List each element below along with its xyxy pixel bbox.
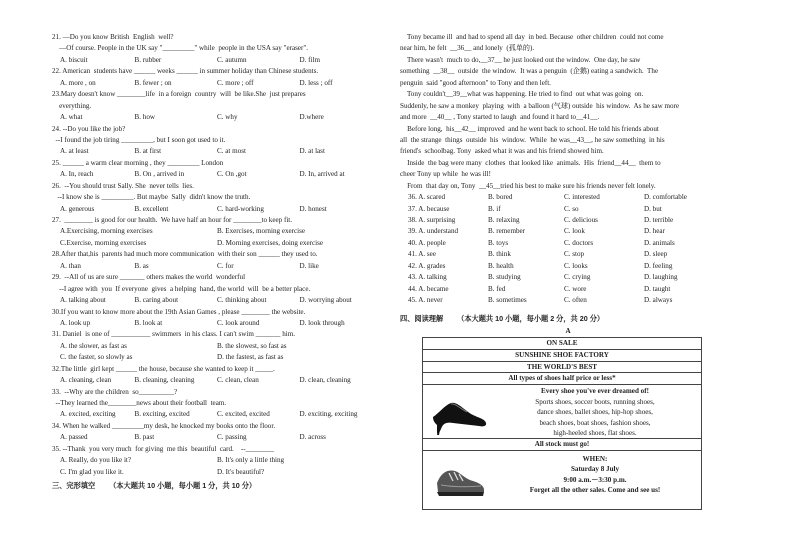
advert-stock: All stock must go! <box>423 439 701 451</box>
choice: C. so <box>564 204 579 213</box>
choice: 38. A. surprising <box>408 216 456 224</box>
choice: 37. A. because <box>408 204 450 213</box>
question-line: 32.The little girl kept ______ the house, because she wanted to keep it _____. <box>52 364 275 373</box>
passage-line: There wasn't much to do,__37__ he just looked out the window. One day, he saw <box>400 55 641 64</box>
option: C. I'm glad you like it. <box>60 467 124 476</box>
option: D. clean, cleaning <box>299 376 351 385</box>
question-line: 25. ______ a warm clear morning , they _________ London <box>52 158 224 167</box>
advert-when-text <box>493 454 697 495</box>
option: B. excellent <box>134 204 169 213</box>
option: A. the slower, as fast as <box>60 341 127 350</box>
choice: 45. A. never <box>408 296 443 305</box>
option: B. how <box>134 113 155 122</box>
advert-body <box>423 385 701 439</box>
option: C. look around <box>217 318 260 327</box>
question-line: 35. --Thank you very much for giving me this beautiful card. --________ <box>52 444 275 453</box>
option-row <box>52 432 382 443</box>
advert-when <box>423 451 701 509</box>
choice: C. crying <box>564 273 591 282</box>
choice: B. bored <box>488 193 513 202</box>
option: C. the faster, so slowly as <box>60 353 133 362</box>
option: D.where <box>299 113 324 122</box>
question-line: --They learned the________news about their football team. <box>52 399 227 407</box>
option: D. less ; off <box>299 78 333 87</box>
advert-heading: SUNSHINE SHOE FACTORY <box>423 350 701 362</box>
option: D. In, arrived at <box>299 170 345 179</box>
passage-letter: A <box>565 326 571 335</box>
option-row <box>52 146 382 157</box>
section-note: （本大题共 10 小题，每小题 1 分，共 10 分） <box>109 481 257 491</box>
question-line: --I found the job tiring _________, but I soon got used to it. <box>52 135 226 144</box>
choice: 41. A. see <box>408 250 436 259</box>
option: A. what <box>60 113 83 122</box>
choice: B. toys <box>488 238 509 247</box>
choice: C. wore <box>564 284 587 293</box>
question-line: 34. When he walked _________my desk, he knocked my books onto the floor. <box>52 421 276 430</box>
option: A. excited, exciting <box>60 410 116 419</box>
advert-when-line: 9:00 a.m.－3:30 p.m. <box>563 475 627 484</box>
choice: 40. A. people <box>408 238 446 247</box>
advert-when-line: WHEN: <box>582 454 608 463</box>
choice: 43. A. talking <box>408 273 447 282</box>
option: C. more ; off <box>217 78 254 87</box>
option: D. Morning exercises, doing exercise <box>217 238 323 247</box>
option: A. Really, do you like it? <box>60 456 132 465</box>
option: D. the fastest, as fast as <box>217 353 284 362</box>
question-line: 24. --Do you like the job? <box>52 124 126 133</box>
choice: D. terrible <box>644 216 674 224</box>
section-heading-reading <box>400 313 736 324</box>
option: C. clean, clean <box>217 376 259 385</box>
choice-row <box>400 249 736 260</box>
choice: B. health <box>488 261 514 270</box>
option: B. past <box>134 433 155 442</box>
option: A.Exercising, morning exercises <box>60 227 153 236</box>
sneaker-icon <box>433 459 487 499</box>
question-line: --I agree with you If everyone gives a helping hand, the world will be a better place. <box>52 284 311 293</box>
option: B. caring about <box>134 296 179 305</box>
option: A. look up <box>60 318 91 327</box>
right-column <box>400 32 736 510</box>
advert-line: beach shoes, boat shoes, fashion shoes, <box>539 418 651 427</box>
option: B. at first <box>134 147 162 156</box>
passage-line: Inside the bag were many clothes that looked like animals. His friend__44__ them to <box>400 158 661 167</box>
section-heading-cloze <box>52 480 382 491</box>
choice: B. fed <box>488 284 506 293</box>
option-row <box>52 467 382 478</box>
passage-line: penguin said "good afternoon" to Tony and then left. <box>400 78 551 87</box>
option: C. On ,got <box>217 170 247 179</box>
choice-row <box>400 284 736 295</box>
choice: C. look <box>564 227 585 236</box>
section-title: 四、阅读理解 <box>400 313 444 323</box>
passage-line: From that day on, Tony __45__tried his best to make sure his friends never felt lonely. <box>400 181 656 190</box>
option: D. across <box>299 433 326 442</box>
passage-line: Before long, his__42__ improved and he went back to school. He told his friends about <box>400 124 659 133</box>
question-line: everything. <box>52 101 92 110</box>
passage-line: all the strange things outside his window. While he was__43__, he saw something in his <box>400 135 665 144</box>
advert-heading: All types of shoes half price or less* <box>423 373 701 385</box>
option: C. passing <box>217 433 247 442</box>
option: A. talking about <box>60 296 106 305</box>
option: B. cleaning, cleaning <box>134 376 195 385</box>
option: C.Exercise, morning exercises <box>60 238 147 247</box>
passage-line: Suddenly, he saw a monkey playing with a balloon (气球) outside his window. As he saw more <box>400 101 680 110</box>
question-line: 33. --Why are the children so__________? <box>52 387 178 396</box>
option: A. generous <box>60 204 95 213</box>
option: A. at least <box>60 147 89 156</box>
advert-heading: THE WORLD'S BEST <box>423 362 701 374</box>
advert-line: Sports shoes, soccer boots, running shoes, <box>535 397 655 406</box>
option-row <box>52 318 382 329</box>
question-line: —Of course. People in the UK say "_________" while people in the USA say "eraser". <box>52 44 309 53</box>
option-row <box>52 375 382 386</box>
option: A. more , on <box>60 78 96 87</box>
question-line: 28.After that,his parents had much more communication with their son ______ they used to. <box>52 250 318 259</box>
option-row <box>52 226 382 237</box>
choice: D. taught <box>644 284 671 293</box>
question-line: 26. --You should trust Sally. She never tells lies. <box>52 181 194 190</box>
option-row <box>52 409 382 420</box>
option-row <box>52 455 382 466</box>
choice: D. feeling <box>644 261 673 270</box>
option: C. autumn <box>217 55 247 64</box>
option: C. at most <box>217 147 246 156</box>
choice-row <box>400 295 736 306</box>
option: B. rubber <box>134 55 162 64</box>
choice: 42. A. grades <box>408 261 446 270</box>
choice: B. remember <box>488 227 526 236</box>
passage-line: cheer Tony up while he was ill! <box>400 170 491 179</box>
option-row <box>52 238 382 249</box>
choice-row <box>400 204 736 215</box>
high-heel-shoe-icon <box>429 389 489 435</box>
choice: D. hear <box>644 227 665 236</box>
choice: D. sleep <box>644 250 668 259</box>
choice: D. comfortable <box>644 193 687 202</box>
question-line: 29. --All of us are sure _______ others makes the world wonderful <box>52 273 246 282</box>
option-row <box>52 352 382 363</box>
choice: D. animals <box>644 238 675 247</box>
passage-line: something __38__ outside the window. It was a penguin (企鹅) eating a sandwich. The <box>400 67 659 76</box>
choice-row <box>400 226 736 237</box>
option: A. than <box>60 261 81 270</box>
choice-row <box>400 192 736 203</box>
option: B. It's only a little thing <box>217 456 285 465</box>
advert-heading: ON SALE <box>423 338 701 350</box>
passage-line: and more __40__ , Tony started to laugh and found it hard to__41__. <box>400 113 600 122</box>
section-note: （本大题共 10 小题，每小题 2 分，共 20 分） <box>457 313 605 323</box>
option-row <box>52 112 382 123</box>
choice: C. delicious <box>564 216 598 224</box>
choice: B. relaxing <box>488 216 520 224</box>
choice: C. doctors <box>564 238 594 247</box>
choice-row <box>400 215 736 226</box>
question-line: 31. Daniel is one of ___________ swimmers in his class. I can't swim _______ him. <box>52 330 296 339</box>
choice: 39. A. understand <box>408 227 459 236</box>
option-row <box>52 169 382 180</box>
option-row <box>52 341 382 352</box>
question-line: 27. ________ is good for our health. We have half an hour for ________to keep fit. <box>52 216 293 224</box>
passage-line: Tony couldn't__39__what was happening. He tried to find out what was going on. <box>400 90 644 99</box>
passage-line: friend's schoolbag. Tony asked what it was and his friend showed him. <box>400 147 604 156</box>
option: D. look through <box>299 318 345 327</box>
choice: B. sometimes <box>488 296 527 305</box>
option: B. fewer ; on <box>134 78 172 87</box>
option: D. like <box>299 261 319 270</box>
question-line: 22. American students have ______ weeks ______ in summer holiday than Chinese students. <box>52 67 319 76</box>
option: B. exciting, excited <box>134 410 190 419</box>
choice: D. but <box>644 204 662 213</box>
option: C. thinking about <box>217 296 267 305</box>
option: D. exciting, exciting <box>299 410 358 419</box>
option: D. honest <box>299 204 327 213</box>
option: D. film <box>299 55 320 64</box>
choice: C. interested <box>564 193 600 202</box>
option: A. cleaning, clean <box>60 376 112 385</box>
option: B. the slowest, so fast as <box>217 341 287 350</box>
option: A. biscuit <box>60 55 88 64</box>
left-column <box>52 32 382 492</box>
choice: B. studying <box>488 273 521 282</box>
option: A. passed <box>60 433 88 442</box>
choice-row <box>400 238 736 249</box>
choice: 44. A. became <box>408 284 449 293</box>
choice: C. often <box>564 296 587 305</box>
passage-line: Tony became ill and had to spend all day in bed. Because other children could not come <box>400 33 664 41</box>
choice: 36. A. scared <box>408 193 446 202</box>
question-line: 23.Mary doesn't know ________life in a foreign country will be like.She just prepares <box>52 90 306 99</box>
option-row <box>52 295 382 306</box>
option-row <box>52 261 382 272</box>
choice: C. looks <box>564 261 588 270</box>
advert-line: dance shoes, ballet shoes, hip-hop shoes, <box>537 408 653 417</box>
option: B. look at <box>134 318 163 327</box>
choice-row <box>400 261 736 272</box>
question-line: 21. —Do you know British English well? <box>52 33 174 41</box>
option: C. for <box>217 261 234 270</box>
choice: B. think <box>488 250 511 259</box>
advert-when-line: Saturday 8 July <box>570 465 620 474</box>
advert-line: Every shoe you've ever dreamed of! <box>541 387 649 396</box>
advert-text <box>493 386 697 439</box>
option-row <box>52 204 382 215</box>
choice: C. stop <box>564 250 585 259</box>
choice: D. laughing <box>644 273 678 282</box>
option: D. worrying about <box>299 296 352 305</box>
option: D. at last <box>299 147 325 156</box>
option: D. It's beautiful? <box>217 467 265 476</box>
choice-row <box>400 272 736 283</box>
option: A. In, reach <box>60 170 94 179</box>
option: B. On , arrived in <box>134 170 185 179</box>
advert-when-line: Forget all the other sales. Come and see us! <box>529 485 661 494</box>
option-row <box>52 78 382 89</box>
question-line: 30.If you want to know more about the 19th Asian Games , please ________ the website. <box>52 307 306 316</box>
choice: B. if <box>488 204 501 213</box>
option: B. Exercises, morning exercise <box>217 227 306 236</box>
advert-line: high-heeled shoes, flat shoes. <box>553 429 637 438</box>
option-row <box>52 55 382 66</box>
sale-advert <box>422 337 702 510</box>
choice: D. always <box>644 296 673 305</box>
question-line: --I know she is _________. But maybe Sally didn't know the truth. <box>52 193 251 202</box>
option: C. why <box>217 113 238 122</box>
option: C. excited, excited <box>217 410 270 419</box>
option: C. hard-working <box>217 204 264 213</box>
section-title: 三、完形填空 <box>52 481 96 491</box>
passage-line: near him, he felt __36__ and lonely (孤单的). <box>400 44 535 53</box>
option: B. as <box>134 261 149 270</box>
